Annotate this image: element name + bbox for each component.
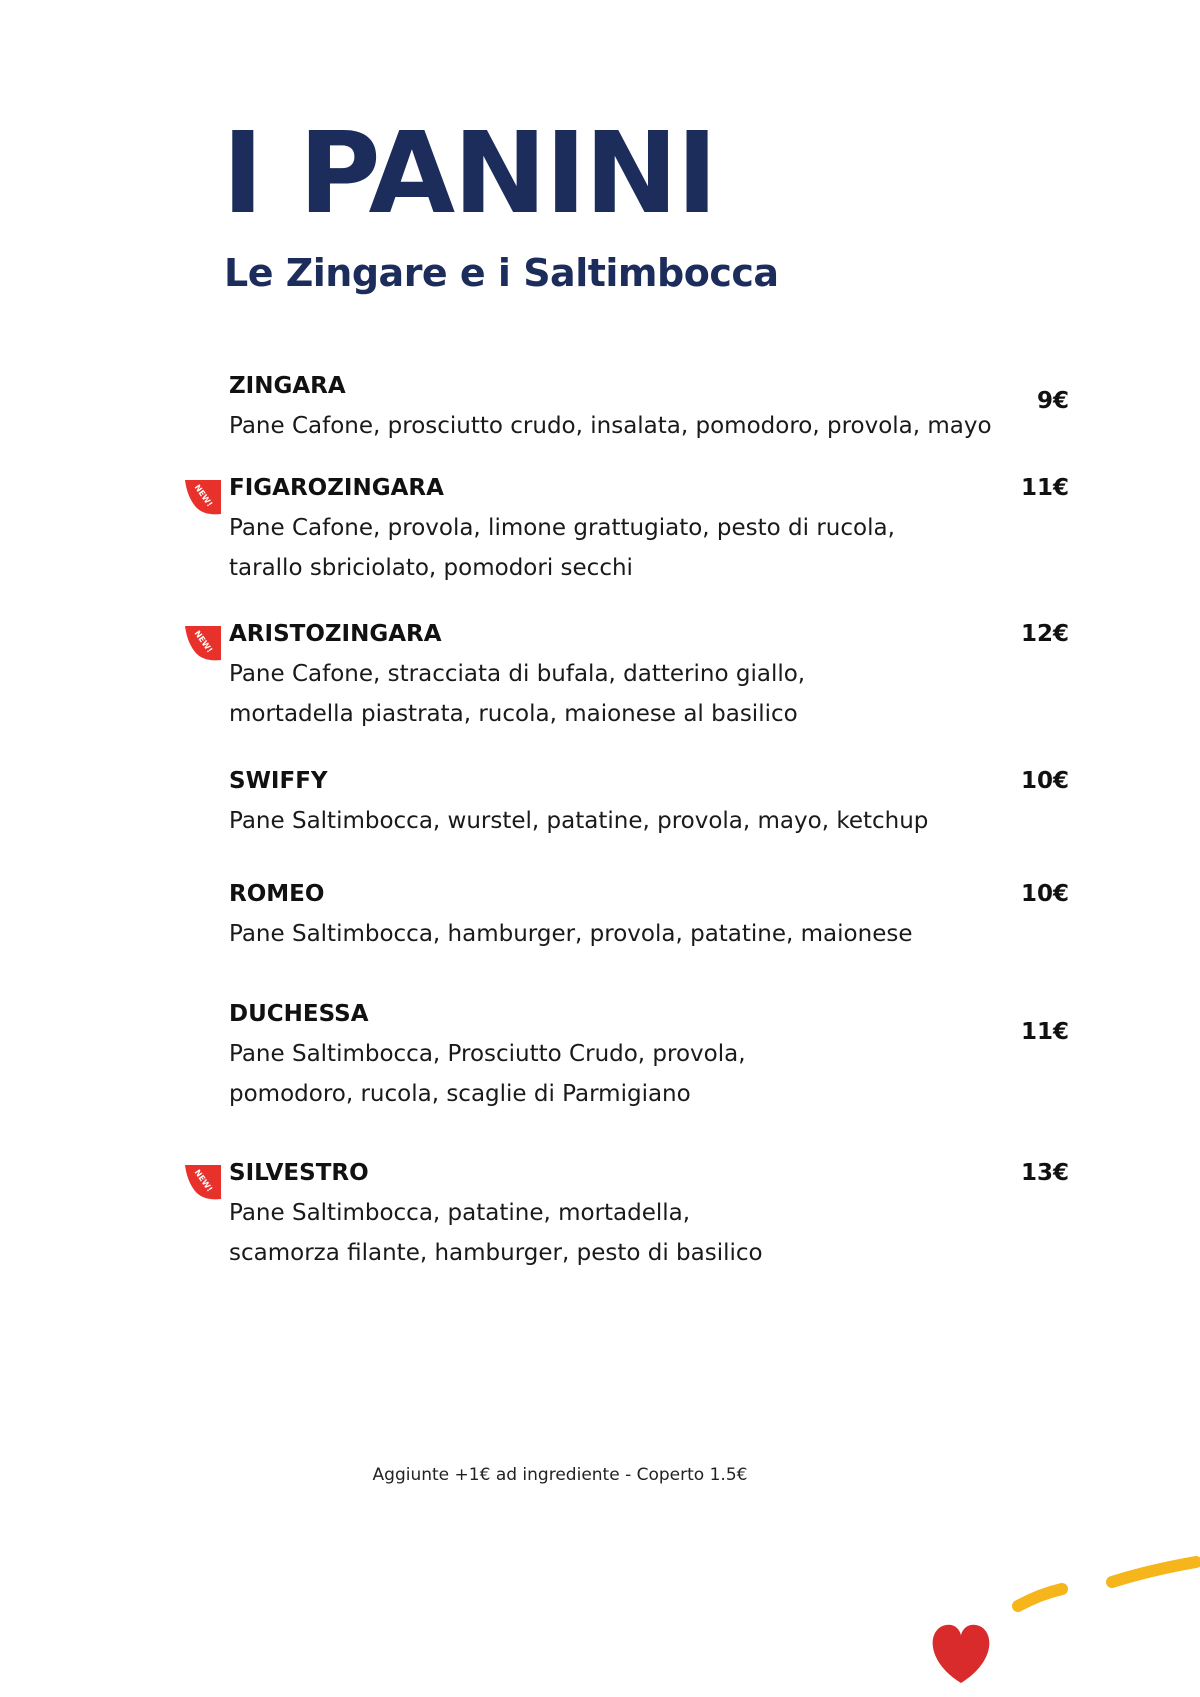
new-badge-label: NEW! bbox=[192, 483, 215, 509]
brush-stroke-decoration bbox=[1018, 1589, 1062, 1606]
menu-item-description-line: Pane Cafone, prosciutto crudo, insalata, pomodoro, provola, mayo bbox=[229, 413, 992, 439]
page-title: I PANINI bbox=[222, 109, 716, 239]
new-badge-label: NEW! bbox=[192, 1168, 215, 1194]
menu-item-price: 10€ bbox=[1020, 881, 1069, 907]
menu-item bbox=[229, 765, 1069, 841]
page-subtitle: Le Zingare e i Saltimbocca bbox=[224, 251, 779, 295]
menu-item bbox=[192, 1157, 1069, 1273]
new-badge-label: NEW! bbox=[192, 629, 215, 655]
new-badge-icon bbox=[183, 1161, 223, 1203]
menu-item-name: ROMEO bbox=[229, 881, 325, 907]
menu-item-name: ARISTOZINGARA bbox=[229, 621, 442, 647]
menu-item-price: 11€ bbox=[1020, 475, 1069, 501]
menu-item bbox=[192, 472, 1069, 588]
menu-item bbox=[229, 878, 1069, 954]
menu-item-description bbox=[229, 1034, 1069, 1114]
menu-item-name: ZINGARA bbox=[229, 373, 346, 399]
menu-item-name: FIGAROZINGARA bbox=[229, 475, 444, 501]
menu-item-description bbox=[229, 1193, 1069, 1273]
menu-item-description bbox=[229, 801, 1069, 841]
footer-note: Aggiunte +1€ ad ingrediente - Coperto 1.5€ bbox=[372, 1465, 748, 1485]
menu-item-price: 9€ bbox=[1036, 388, 1069, 414]
menu-item-description-line: Pane Saltimbocca, Prosciutto Crudo, provola, bbox=[229, 1041, 746, 1067]
menu-item-description-line: Pane Cafone, provola, limone grattugiato, pesto di rucola, bbox=[229, 515, 895, 541]
menu-item-price: 13€ bbox=[1020, 1160, 1069, 1186]
menu-item-price: 10€ bbox=[1020, 768, 1069, 794]
menu-item-description-line: Pane Saltimbocca, wurstel, patatine, provola, mayo, ketchup bbox=[229, 808, 929, 834]
menu-item-description-line: scamorza filante, hamburger, pesto di basilico bbox=[229, 1240, 763, 1266]
menu-item-name: SWIFFY bbox=[229, 768, 328, 794]
menu-item-description bbox=[229, 914, 1069, 954]
menu-item-description-line: mortadella piastrata, rucola, maionese al basilico bbox=[229, 701, 798, 727]
new-badge-icon bbox=[183, 476, 223, 518]
new-badge-icon bbox=[183, 622, 223, 664]
menu-item-description-line: Pane Saltimbocca, patatine, mortadella, bbox=[229, 1200, 691, 1226]
menu-item-description-line: Pane Cafone, stracciata di bufala, datterino giallo, bbox=[229, 661, 806, 687]
menu-item bbox=[192, 618, 1069, 734]
heart-icon bbox=[933, 1625, 990, 1683]
menu-item-name: SILVESTRO bbox=[229, 1160, 369, 1186]
menu-item-name: DUCHESSA bbox=[229, 1001, 369, 1027]
menu-item-description-line: pomodoro, rucola, scaglie di Parmigiano bbox=[229, 1081, 691, 1107]
menu-item-description bbox=[229, 508, 1069, 588]
menu-item-description-line: tarallo sbriciolato, pomodori secchi bbox=[229, 555, 633, 581]
menu-item-description bbox=[229, 654, 1069, 734]
menu-item-price: 11€ bbox=[1020, 1019, 1069, 1045]
menu-item-price: 12€ bbox=[1020, 621, 1069, 647]
menu-item bbox=[229, 998, 1069, 1114]
menu-item-description-line: Pane Saltimbocca, hamburger, provola, patatine, maionese bbox=[229, 921, 913, 947]
menu-item-description bbox=[229, 406, 1069, 446]
brush-stroke-decoration bbox=[1112, 1562, 1196, 1582]
menu-item bbox=[229, 370, 1069, 446]
